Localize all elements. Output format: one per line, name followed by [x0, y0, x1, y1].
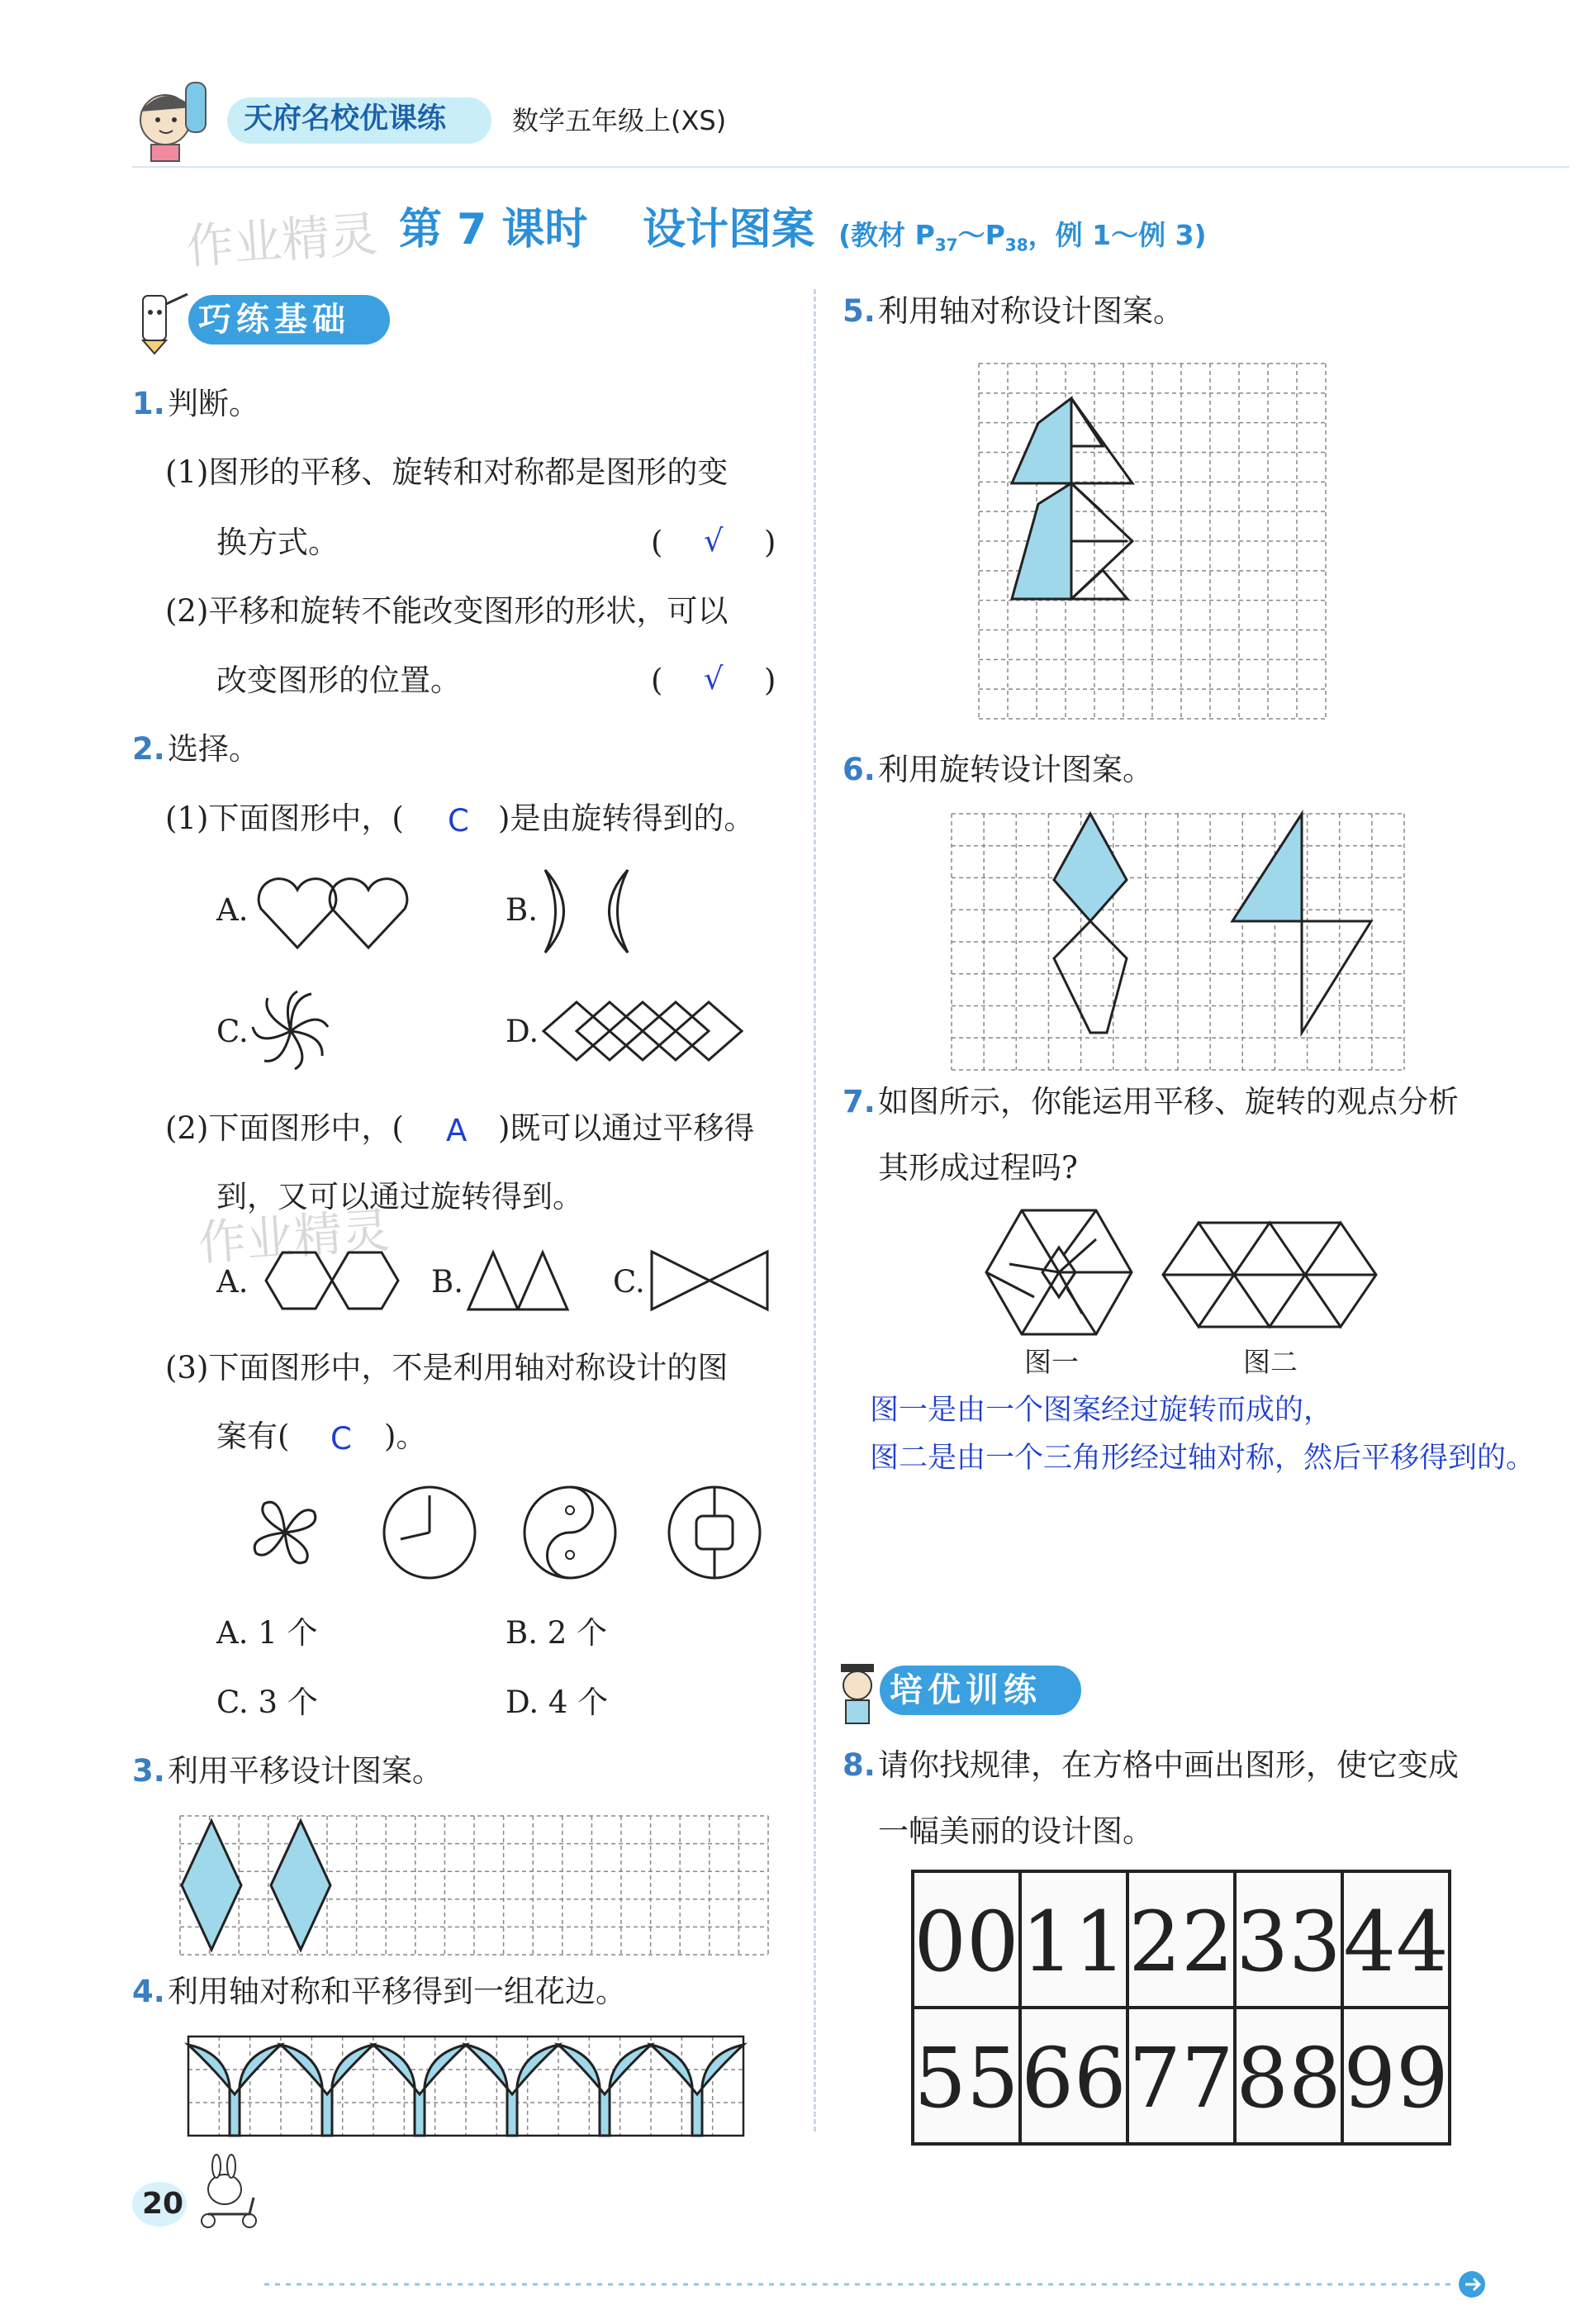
q2-s1-answer: C — [448, 803, 469, 839]
lesson-title: 设计图案 — [643, 205, 815, 254]
q1-s2-paren-close: ) — [764, 663, 776, 698]
q8-number: 8. — [843, 1747, 876, 1783]
pencil-mascot-icon — [128, 288, 194, 354]
yin-yang-figure — [520, 1483, 619, 1582]
q8-prompt-line2: 一幅美丽的设计图。 — [878, 1813, 1153, 1849]
q2-prompt: 选择。 — [168, 731, 259, 767]
crescents-figure — [541, 866, 640, 957]
q1-prompt: 判断。 — [168, 386, 259, 421]
q3-grid — [180, 1816, 768, 1955]
q2-s2-line2: 到，又可以通过旋转得到。 — [216, 1179, 583, 1214]
q6-number: 6. — [843, 752, 876, 787]
triangle-row-figure — [1163, 1221, 1386, 1328]
ref-tilde: ～P — [957, 219, 1005, 251]
digit-cell-8: 88 — [1236, 2030, 1341, 2127]
q4-border-pattern — [188, 2036, 743, 2136]
clock-circle-figure — [380, 1483, 479, 1582]
brand-title: 天府名校优课练 — [244, 102, 447, 135]
footer-dotted-line — [264, 2268, 1487, 2301]
q7-prompt-line2: 其形成过程吗? — [878, 1150, 1078, 1186]
q1-s1-paren-close: ) — [764, 525, 776, 560]
q2-s1-option-d: D. — [506, 1014, 539, 1049]
diamond-chain-figure — [544, 998, 750, 1064]
q1-s2-line1: (2)平移和旋转不能改变图形的形状，可以 — [165, 593, 729, 629]
subject-title: 数学五年级上(XS) — [512, 105, 727, 136]
q2-s3-option-c: C. 3 个 — [216, 1685, 318, 1720]
watermark-middle: 作业精灵 — [196, 1201, 392, 1272]
pinwheel-figure — [249, 990, 332, 1072]
q2-s1-before: (1)下面图形中，( — [165, 801, 404, 836]
q8-digit-grid — [913, 1871, 1450, 2144]
q6-prompt: 利用旋转设计图案。 — [878, 752, 1153, 787]
q2-number: 2. — [132, 731, 165, 767]
hexagons-figure — [249, 1248, 398, 1314]
q2-s3-option-b: B. 2 个 — [506, 1615, 608, 1651]
digit-cell-2: 22 — [1128, 1894, 1234, 1990]
q2-s1-option-b: B. — [506, 892, 538, 928]
q1-s1-line2: 换方式。 — [216, 525, 339, 560]
q3-prompt: 利用平移设计图案。 — [168, 1753, 443, 1789]
q2-s2-option-c: C. — [613, 1264, 645, 1300]
lesson-number: 第 7 课时 — [399, 205, 588, 254]
digit-cell-3: 33 — [1236, 1894, 1341, 1990]
page-number: 20 — [142, 2187, 184, 2221]
q2-s3-option-d: D. 4 个 — [506, 1685, 609, 1720]
q8-prompt-line1: 请你找规律，在方格中画出图形，使它变成 — [878, 1747, 1459, 1783]
hexagon-swirl-figure — [985, 1206, 1133, 1338]
q2-s1-after: )是由旋转得到的。 — [498, 801, 755, 836]
q2-s3-line1: (3)下面图形中，不是利用轴对称设计的图 — [165, 1350, 729, 1385]
rabbit-scooter-icon — [192, 2156, 266, 2231]
q2-s2-option-a: A. — [216, 1264, 249, 1300]
q3-number: 3. — [132, 1753, 165, 1789]
q5-number: 5. — [843, 293, 876, 329]
header-rule — [132, 165, 1569, 169]
triangles-figure — [464, 1248, 572, 1314]
bowtie-figure — [648, 1248, 771, 1314]
q2-s2-after: )既可以通过平移得 — [498, 1110, 755, 1146]
ref-suffix: ，例 1～例 3) — [1028, 219, 1207, 251]
q2-s2-before: (2)下面图形中，( — [165, 1110, 404, 1146]
q4-number: 4. — [132, 1974, 165, 2009]
coin-figure — [665, 1483, 764, 1582]
q5-grid — [979, 364, 1326, 719]
clover-figure — [235, 1483, 335, 1582]
q7-number: 7. — [843, 1084, 876, 1119]
q7-answer-line1: 图一是由一个图案经过旋转而成的， — [870, 1394, 1333, 1427]
digit-cell-7: 77 — [1128, 2030, 1234, 2127]
q2-s3-before: 案有( — [216, 1419, 290, 1454]
ref-prefix: (教材 P — [838, 219, 935, 251]
q1-s1-paren-open: ( — [651, 525, 663, 560]
q2-s2-answer: A — [446, 1113, 468, 1148]
q2-s3-after: )。 — [384, 1419, 427, 1454]
border-motif — [373, 2045, 466, 2136]
q1-number: 1. — [132, 386, 165, 421]
section-basic-title: 巧练基础 — [198, 301, 350, 339]
q2-s1-option-c: C. — [216, 1014, 249, 1049]
ref-page1: 37 — [934, 235, 958, 255]
q1-s2-line2: 改变图形的位置。 — [216, 663, 461, 698]
watermark-top: 作业精灵 — [183, 205, 380, 276]
border-motif — [281, 2045, 373, 2136]
digit-cell-0: 00 — [914, 1894, 1019, 1990]
digit-cell-1: 11 — [1021, 1894, 1127, 1990]
border-motif — [188, 2045, 281, 2136]
q7-fig1-caption: 图一 — [1024, 1346, 1079, 1378]
digit-cell-6: 66 — [1021, 2030, 1127, 2127]
q7-prompt-line1: 如图所示，你能运用平移、旋转的观点分析 — [878, 1084, 1459, 1119]
q2-s3-answer: C — [330, 1421, 352, 1457]
q2-s1-option-a: A. — [216, 892, 249, 928]
border-motif — [558, 2045, 651, 2136]
ref-page2: 38 — [1004, 235, 1028, 255]
q5-prompt: 利用轴对称设计图案。 — [878, 293, 1184, 329]
q1-s2-paren-open: ( — [651, 663, 663, 698]
mascot-icon — [128, 74, 227, 165]
digit-cell-9: 99 — [1343, 2030, 1449, 2127]
q4-prompt: 利用轴对称和平移得到一组花边。 — [168, 1974, 626, 2009]
q1-s2-answer: √ — [704, 661, 724, 696]
graduate-mascot-icon — [834, 1661, 884, 1727]
lesson-reference — [838, 221, 1207, 254]
q1-s1-answer: √ — [704, 523, 724, 558]
q7-fig2-caption: 图二 — [1243, 1346, 1298, 1378]
border-motif — [651, 2045, 743, 2136]
border-motif — [466, 2045, 558, 2136]
two-hearts-figure — [254, 872, 411, 954]
q2-s2-option-b: B. — [431, 1264, 463, 1300]
digit-cell-5: 55 — [914, 2030, 1019, 2127]
column-divider — [814, 289, 816, 2132]
q2-s3-option-a: A. 1 个 — [216, 1615, 318, 1651]
q7-answer-line2: 图二是由一个三角形经过轴对称，然后平移得到的。 — [870, 1442, 1536, 1475]
q6-grid — [952, 814, 1404, 1070]
section-advanced-title: 培优训练 — [890, 1671, 1042, 1709]
digit-cell-4: 44 — [1343, 1894, 1449, 1990]
q1-s1-line1: (1)图形的平移、旋转和对称都是图形的变 — [165, 454, 729, 490]
